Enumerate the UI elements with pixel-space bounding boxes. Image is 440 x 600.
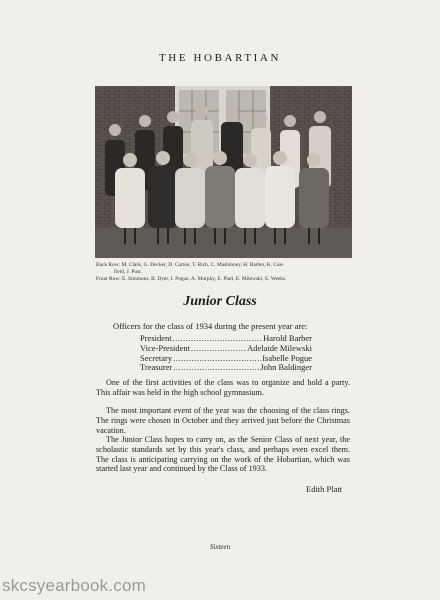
page-number: Sixteen bbox=[209, 543, 231, 551]
officer-title: Treasurer bbox=[140, 362, 173, 373]
photo-caption bbox=[96, 262, 358, 283]
site-watermark: skcsyearbook.com bbox=[2, 576, 146, 595]
officer-title: Secretary bbox=[140, 352, 173, 363]
dot-leader bbox=[173, 354, 261, 364]
caption-back-row-continued: field, J. Post. bbox=[114, 269, 143, 276]
paragraph-hopes bbox=[96, 435, 350, 474]
dot-leader bbox=[191, 344, 246, 354]
paragraph-class-rings bbox=[96, 406, 350, 435]
officer-name: John Baldinger bbox=[260, 362, 312, 373]
officer-name: Harold Barber bbox=[263, 333, 312, 343]
paragraph-party bbox=[96, 378, 350, 398]
officer-name: Isabelle Pogue bbox=[262, 352, 312, 363]
running-head: THE HOBARTIAN bbox=[158, 52, 282, 64]
officer-title: Vice-President bbox=[140, 342, 190, 353]
paragraph-text: One of the first activities of the class was to organize and hold a party. This affair was held in the high school gymnasium. bbox=[96, 378, 350, 397]
paragraph-text: The most important event of the year was the choosing of the class rings. The rings were chosen in October and they arrived just before the Christmas vacation. bbox=[96, 406, 350, 435]
officers-intro: Officers for the class of 1934 during the present year are: bbox=[113, 321, 308, 331]
officers-list bbox=[140, 334, 312, 373]
officer-row bbox=[140, 363, 312, 373]
officer-title: President bbox=[140, 333, 172, 343]
officer-name: Adelaide Milewski bbox=[247, 342, 312, 353]
class-photo-image bbox=[95, 86, 352, 258]
author-signature: Edith Platt bbox=[306, 484, 343, 494]
dot-leader bbox=[173, 363, 259, 373]
class-photo bbox=[95, 86, 352, 258]
caption-back-row: Back Row: M. Clark, G. Decker, D. Carton, T. Rich, C. Mashinney, H. Barber, K. Can- bbox=[96, 262, 284, 268]
section-title: Junior Class bbox=[183, 294, 257, 309]
paragraph-text: The Junior Class hopes to carry on, as the Senior Class of next year, the scholastic standards set by this year's class, and perhaps even excel them. The class is anticipating carrying on the work of the Hobartian, which was started last year and continued by the Class of 1933. bbox=[96, 435, 350, 474]
caption-front-row: Front Row: E. Simmons, B. Dyer, I. Pogue, A. Murphy, E. Platt, E. Milewski, E. Weeks. bbox=[96, 276, 287, 283]
